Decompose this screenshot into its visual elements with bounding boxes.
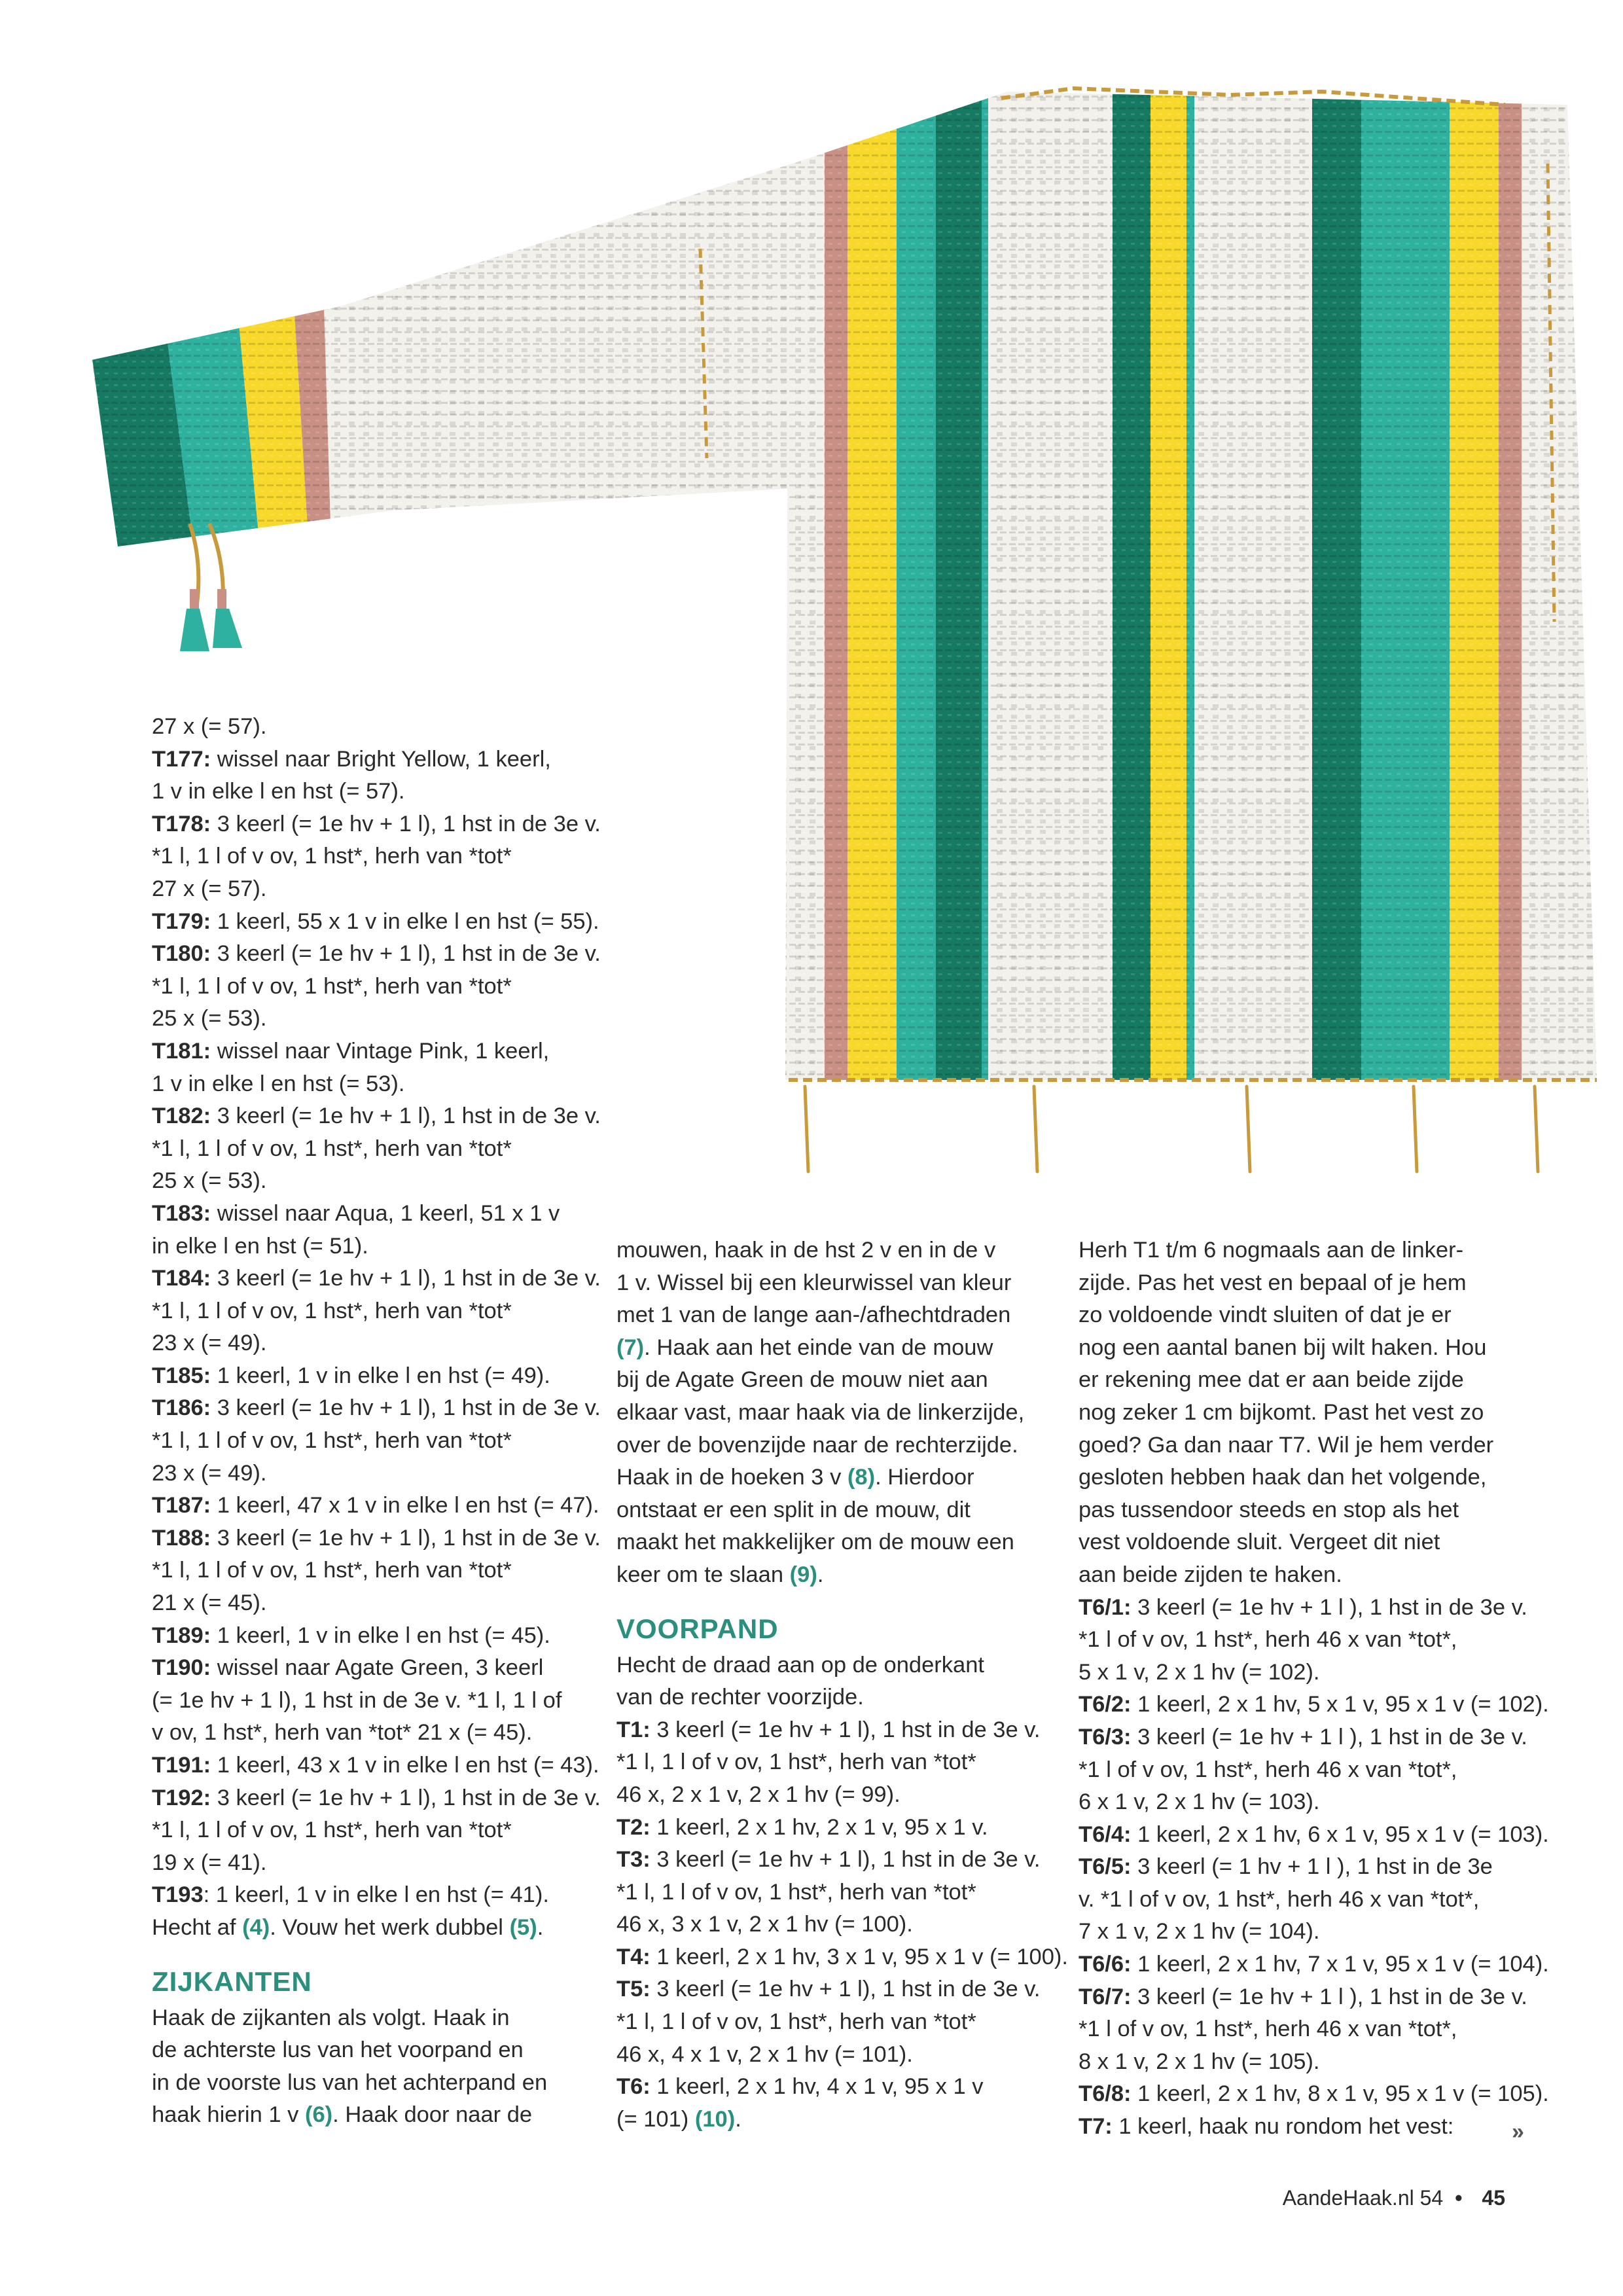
pattern-line xyxy=(1079,1592,1527,1624)
text-run: vest voldoende sluit. Vergeet dit niet xyxy=(1079,1530,1440,1555)
text-run: *1 l of v ov, 1 hst*, herh 46 x van *tot*, xyxy=(1079,2017,1457,2042)
pattern-line xyxy=(152,1717,597,1749)
text-run: 1 keerl, haak nu rondom het vest: xyxy=(1112,2114,1454,2140)
text-run: 1 keerl, 2 x 1 hv, 3 x 1 v, 95 x 1 v (= 100). xyxy=(650,1944,1068,1969)
pattern-line xyxy=(152,1068,597,1101)
pattern-line xyxy=(616,2104,1055,2136)
row-label: T185: xyxy=(152,1363,211,1388)
row-label: T5: xyxy=(616,1977,651,2002)
text-run: 1 keerl, 2 x 1 hv, 4 x 1 v, 95 x 1 v xyxy=(650,2074,984,2100)
pattern-line xyxy=(152,1003,597,1035)
row-label: T191: xyxy=(152,1753,211,1778)
text-run: v. *1 l of v ov, 1 hst*, herh 46 x van *tot*, xyxy=(1079,1886,1480,1912)
text-run: wissel naar Vintage Pink, 1 keerl, xyxy=(211,1038,550,1064)
pattern-line xyxy=(616,1973,1055,2006)
text-run: 8 x 1 v, 2 x 1 hv (= 105). xyxy=(1079,2049,1320,2074)
row-label: T187: xyxy=(152,1493,211,1518)
text-run: : 1 keerl, 1 v in elke l en hst (= 41). xyxy=(203,1882,549,1908)
row-label: T184: xyxy=(152,1266,211,1291)
row-label: T6/7: xyxy=(1079,1984,1132,2009)
pattern-line xyxy=(616,1397,1055,1429)
row-label: T177: xyxy=(152,746,211,772)
pattern-line xyxy=(1079,1721,1527,1754)
text-run: 3 keerl (= 1e hv + 1 l ), 1 hst in de 3e v. xyxy=(1131,1724,1527,1749)
row-label: T6/2: xyxy=(1079,1692,1132,1717)
text-run: *1 l, 1 l of v ov, 1 hst*, herh van *tot* xyxy=(152,1136,512,1161)
row-label: T193 xyxy=(152,1882,204,1908)
pattern-line xyxy=(152,1263,601,1295)
text-run: 3 keerl (= 1e hv + 1 l), 1 hst in de 3e v. xyxy=(650,1977,1041,2002)
pattern-line xyxy=(152,938,601,971)
cardigan-sleeve xyxy=(85,157,812,550)
text-run: *1 l, 1 l of v ov, 1 hst*, herh van *tot* xyxy=(616,2009,976,2035)
photo-reference: (9) xyxy=(789,1562,817,1587)
pattern-line xyxy=(1079,1332,1524,1365)
pattern-line xyxy=(1079,1526,1524,1559)
pattern-line xyxy=(152,1230,597,1263)
text-run: 25 x (= 53). xyxy=(152,1006,267,1031)
row-label: T179: xyxy=(152,908,211,934)
text-run: 5 x 1 v, 2 x 1 hv (= 102). xyxy=(1079,1659,1320,1685)
text-run: 3 keerl (= 1e hv + 1 l), 1 hst in de 3e v. xyxy=(211,1103,601,1129)
text-run: 19 x (= 41). xyxy=(152,1850,267,1875)
text-run: nog een aantal banen bij wilt haken. Hou xyxy=(1079,1335,1487,1360)
pattern-line xyxy=(152,1425,597,1458)
pattern-line xyxy=(152,1458,597,1490)
pattern-line xyxy=(1079,1624,1524,1657)
text-run: 1 v in elke l en hst (= 57). xyxy=(152,779,405,804)
pattern-line xyxy=(1079,1299,1524,1332)
pattern-line xyxy=(1079,1657,1524,1689)
pattern-line xyxy=(616,2006,1055,2039)
row-label: T1: xyxy=(616,1717,651,1742)
text-run: 3 keerl (= 1e hv + 1 l), 1 hst in de 3e v. xyxy=(650,1847,1041,1873)
pattern-line xyxy=(616,1649,1055,1682)
text-run: 1 keerl, 55 x 1 v in elke l en hst (= 55). xyxy=(211,908,599,934)
continue-arrow-icon: » xyxy=(1512,2119,1524,2144)
footer-bullet: • xyxy=(1455,2186,1463,2210)
text-run: *1 l, 1 l of v ov, 1 hst*, herh van *tot* xyxy=(152,1428,512,1454)
pattern-line xyxy=(152,1133,597,1166)
pattern-line xyxy=(152,1360,597,1393)
photo-reference: (10) xyxy=(694,2106,736,2132)
text-run: ontstaat er een split in de mouw, dit xyxy=(616,1497,971,1522)
text-run: goed? Ga dan naar T7. Wil je hem verder xyxy=(1079,1432,1494,1458)
text-run: er rekening mee dat er aan beide zijde xyxy=(1079,1367,1464,1393)
pattern-line xyxy=(1079,1948,1549,1981)
text-run: Hecht de draad aan op de onderkant xyxy=(616,1652,985,1677)
text-run: v ov, 1 hst*, herh van *tot* 21 x (= 45). xyxy=(152,1720,533,1746)
pattern-line xyxy=(1079,2046,1524,2079)
pattern-line xyxy=(616,1876,1055,1909)
text-run: met 1 van de lange aan-/afhechtdraden xyxy=(616,1302,1011,1328)
text-run: . Haak aan het einde van de mouw xyxy=(644,1335,993,1360)
text-column-3 xyxy=(1079,1234,1549,2144)
text-run: 3 keerl (= 1e hv + 1 l), 1 hst in de 3e v. xyxy=(211,811,601,836)
row-label: T6/5: xyxy=(1079,1854,1132,1880)
pattern-line xyxy=(1079,1397,1524,1429)
row-label: T6/6: xyxy=(1079,1952,1132,1977)
pattern-line xyxy=(616,2071,1055,2104)
text-run: *1 l of v ov, 1 hst*, herh 46 x van *tot*, xyxy=(1079,1627,1457,1653)
pattern-line xyxy=(1079,1364,1524,1397)
row-label: T6/8: xyxy=(1079,2081,1132,2107)
text-run: Haak de zijkanten als volgt. Haak in xyxy=(152,2005,510,2030)
text-run: wissel naar Agate Green, 3 keerl xyxy=(211,1655,544,1681)
text-run: 3 keerl (= 1e hv + 1 l ), 1 hst in de 3e v. xyxy=(1131,1984,1527,2009)
text-run: *1 l, 1 l of v ov, 1 hst*, herh van *tot* xyxy=(152,1558,512,1583)
pattern-line xyxy=(616,1332,1055,1365)
pattern-line xyxy=(152,2002,597,2035)
pattern-line xyxy=(1079,1494,1524,1527)
text-run: maakt het makkelijker om de mouw een xyxy=(616,1530,1014,1555)
page-footer xyxy=(1283,2186,1505,2210)
text-run: zo voldoende vindt sluiten of dat je er xyxy=(1079,1302,1452,1328)
text-run: 3 keerl (= 1e hv + 1 l), 1 hst in de 3e v. xyxy=(211,1785,601,1810)
pattern-line xyxy=(152,1100,601,1133)
pattern-line xyxy=(1079,1916,1524,1948)
text-run: van de rechter voorzijde. xyxy=(616,1685,864,1710)
text-run: elkaar vast, maar haak via de linkerzijde, xyxy=(616,1399,1025,1425)
text-run: 1 keerl, 1 v in elke l en hst (= 49). xyxy=(211,1363,550,1388)
text-run: 7 x 1 v, 2 x 1 hv (= 104). xyxy=(1079,1919,1320,1945)
text-run: (= 101) xyxy=(616,2106,695,2132)
text-run: 3 keerl (= 1e hv + 1 l), 1 hst in de 3e v. xyxy=(211,1525,601,1551)
row-label: T6: xyxy=(616,2074,651,2100)
pattern-line xyxy=(1079,1884,1524,1916)
row-label: T7: xyxy=(1079,2114,1113,2140)
pattern-line xyxy=(152,2034,597,2067)
pattern-line xyxy=(616,1812,1055,1844)
pattern-line xyxy=(152,776,597,808)
text-run: . Vouw het werk dubbel xyxy=(270,1914,510,1940)
text-run: 1 keerl, 47 x 1 v in elke l en hst (= 47). xyxy=(211,1493,599,1518)
text-run: 1 keerl, 1 v in elke l en hst (= 45). xyxy=(211,1623,550,1648)
text-run: 3 keerl (= 1e hv + 1 l), 1 hst in de 3e v. xyxy=(211,1395,601,1421)
text-run: *1 l, 1 l of v ov, 1 hst*, herh van *tot* xyxy=(152,1818,512,1843)
pattern-line xyxy=(152,1035,597,1068)
pattern-line xyxy=(1079,1234,1524,1267)
cardigan-body xyxy=(779,85,1603,1086)
pattern-line xyxy=(152,2067,597,2100)
pattern-line xyxy=(616,2039,1055,2072)
pattern-line xyxy=(616,1779,1055,1812)
pattern-line xyxy=(152,873,597,906)
row-label: T6/3: xyxy=(1079,1724,1132,1749)
text-run: keer om te slaan xyxy=(616,1562,790,1587)
text-run: zijde. Pas het vest en bepaal of je hem xyxy=(1079,1270,1467,1295)
pattern-line xyxy=(152,1814,597,1847)
pattern-line xyxy=(616,1714,1055,1747)
pattern-line xyxy=(152,1327,597,1360)
pattern-line xyxy=(152,971,597,1003)
pattern-line xyxy=(1079,1462,1524,1494)
text-run: wissel naar Bright Yellow, 1 keerl, xyxy=(211,746,551,772)
row-label: T4: xyxy=(616,1944,651,1969)
text-column-2 xyxy=(616,1234,1068,2136)
row-label: T188: xyxy=(152,1525,211,1551)
text-run: *1 l, 1 l of v ov, 1 hst*, herh van *tot* xyxy=(616,1879,976,1905)
pattern-line xyxy=(616,1462,1055,1494)
text-run: *1 l, 1 l of v ov, 1 hst*, herh van *tot* xyxy=(152,844,512,869)
row-label: T189: xyxy=(152,1623,211,1648)
pattern-line xyxy=(1079,1851,1524,1884)
text-run: 1 v. Wissel bij een kleurwissel van kleur xyxy=(616,1270,1012,1295)
pattern-line xyxy=(616,1681,1055,1714)
text-run: 27 x (= 57). xyxy=(152,876,267,901)
pattern-line xyxy=(616,1559,1055,1592)
row-label: T180: xyxy=(152,941,211,967)
text-run: pas tussendoor steeds en stop als het xyxy=(1079,1497,1459,1522)
pattern-line xyxy=(152,1295,597,1328)
pattern-line xyxy=(1079,1429,1524,1462)
pattern-line xyxy=(616,1909,1055,1941)
pattern-line xyxy=(152,1198,597,1230)
row-label: T190: xyxy=(152,1655,211,1681)
text-run: 1 keerl, 43 x 1 v in elke l en hst (= 43). xyxy=(211,1753,599,1778)
pattern-line xyxy=(152,1490,597,1522)
section-heading: VOORPAND xyxy=(616,1613,779,1644)
pattern-line xyxy=(616,1844,1055,1876)
pattern-line xyxy=(152,1749,597,1782)
text-run: 1 v in elke l en hst (= 53). xyxy=(152,1071,405,1096)
text-run: *1 l, 1 l of v ov, 1 hst*, herh van *tot* xyxy=(152,973,512,999)
pattern-line xyxy=(152,1554,597,1587)
text-run: gesloten hebben haak dan het volgende, xyxy=(1079,1465,1487,1490)
text-run: 3 keerl (= 1e hv + 1 l), 1 hst in de 3e v. xyxy=(650,1717,1041,1742)
pattern-line xyxy=(616,1234,1055,1267)
sleeve-tassel xyxy=(180,524,242,651)
text-run: over de bovenzijde naar de rechterzijde. xyxy=(616,1432,1018,1458)
text-run: aan beide zijden te haken. xyxy=(1079,1562,1342,1587)
text-run: Herh T1 t/m 6 nogmaals aan de linker- xyxy=(1079,1238,1464,1263)
photo-reference: (4) xyxy=(242,1914,270,1940)
text-run: bij de Agate Green de mouw niet aan xyxy=(616,1367,988,1393)
pattern-line xyxy=(616,1299,1055,1332)
text-run: 1 keerl, 2 x 1 hv, 8 x 1 v, 95 x 1 v (= 105). xyxy=(1131,2081,1549,2107)
pattern-line xyxy=(152,744,597,776)
row-label: T192: xyxy=(152,1785,211,1810)
footer-site: AandeHaak.nl 54 xyxy=(1282,2186,1444,2210)
pattern-line xyxy=(152,1522,601,1555)
photo-reference: (6) xyxy=(304,2102,333,2128)
text-run: 1 keerl, 2 x 1 hv, 5 x 1 v, 95 x 1 v (= 102). xyxy=(1131,1692,1549,1717)
row-label: T178: xyxy=(152,811,211,836)
pattern-line xyxy=(616,1364,1055,1397)
pattern-line xyxy=(152,1620,597,1653)
pattern-line xyxy=(1079,1267,1524,1300)
pattern-line xyxy=(152,1879,597,1912)
pattern-line xyxy=(616,1746,1055,1779)
pattern-line xyxy=(152,1685,597,1717)
text-run: 1 keerl, 2 x 1 hv, 7 x 1 v, 95 x 1 v (= 104). xyxy=(1131,1952,1549,1977)
text-run: 1 keerl, 2 x 1 hv, 6 x 1 v, 95 x 1 v (= 103). xyxy=(1131,1821,1549,1847)
pattern-line xyxy=(152,906,597,939)
text-run: 46 x, 2 x 1 v, 2 x 1 hv (= 99). xyxy=(616,1782,901,1807)
text-run: . xyxy=(735,2106,741,2132)
text-run: 27 x (= 57). xyxy=(152,714,267,739)
text-run: (= 1e hv + 1 l), 1 hst in de 3e v. *1 l, 1 l of xyxy=(152,1687,562,1713)
text-run: . Hierdoor xyxy=(875,1465,974,1490)
row-label: T186: xyxy=(152,1395,211,1421)
text-run: . xyxy=(817,1562,824,1587)
text-run: in de voorste lus van het achterpand en xyxy=(152,2070,548,2095)
pattern-line xyxy=(152,711,597,744)
text-run: *1 l of v ov, 1 hst*, herh 46 x van *tot*, xyxy=(1079,1757,1457,1782)
text-run: Hecht af xyxy=(152,1914,243,1940)
row-label: T183: xyxy=(152,1200,211,1226)
page-number: 45 xyxy=(1482,2186,1505,2210)
photo-reference: (7) xyxy=(616,1335,645,1360)
row-label: T6/1: xyxy=(1079,1594,1132,1620)
pattern-line xyxy=(152,1587,597,1620)
row-label: T3: xyxy=(616,1847,651,1873)
photo-reference: (8) xyxy=(847,1465,876,1490)
text-run: . Haak door naar de xyxy=(332,2102,533,2128)
text-run: 46 x, 3 x 1 v, 2 x 1 hv (= 100). xyxy=(616,1912,913,1937)
text-run: 23 x (= 49). xyxy=(152,1460,267,1486)
text-run: 3 keerl (= 1e hv + 1 l ), 1 hst in de 3e v. xyxy=(1131,1594,1527,1620)
pattern-line xyxy=(1079,1819,1549,1852)
pattern-line xyxy=(1079,2111,1524,2144)
pattern-line xyxy=(1079,1689,1549,1721)
text-run: 25 x (= 53). xyxy=(152,1168,267,1194)
pattern-line xyxy=(1079,2078,1549,2111)
pattern-line xyxy=(616,1429,1055,1462)
text-run: . xyxy=(537,1914,544,1940)
row-label: T6/4: xyxy=(1079,1821,1132,1847)
row-label: T2: xyxy=(616,1814,651,1840)
pattern-line xyxy=(152,1165,597,1198)
pattern-line xyxy=(1079,2013,1524,2046)
pattern-line xyxy=(1079,1981,1527,2014)
row-label: T181: xyxy=(152,1038,211,1064)
pattern-line xyxy=(1079,1754,1524,1787)
text-column-1 xyxy=(152,711,601,2132)
pattern-line xyxy=(152,1847,597,1880)
pattern-line xyxy=(152,1392,601,1425)
pattern-line xyxy=(152,1652,597,1685)
text-run: 3 keerl (= 1e hv + 1 l), 1 hst in de 3e v. xyxy=(211,1266,601,1291)
pattern-line xyxy=(1079,1786,1524,1819)
text-run: *1 l, 1 l of v ov, 1 hst*, herh van *tot* xyxy=(152,1298,512,1323)
pattern-line xyxy=(616,1267,1055,1300)
pattern-line xyxy=(616,1526,1055,1559)
section-heading: ZIJKANTEN xyxy=(152,1965,312,1997)
photo-reference: (5) xyxy=(509,1914,537,1940)
pattern-line xyxy=(616,1941,1068,1974)
pattern-line xyxy=(1079,1559,1524,1592)
pattern-line xyxy=(616,1494,1055,1527)
text-run: wissel naar Aqua, 1 keerl, 51 x 1 v xyxy=(211,1200,560,1226)
text-run: haak hierin 1 v xyxy=(152,2102,305,2128)
text-run: 6 x 1 v, 2 x 1 hv (= 103). xyxy=(1079,1789,1320,1815)
cardigan-fringe xyxy=(795,1086,1577,1175)
text-run: 21 x (= 45). xyxy=(152,1590,267,1616)
text-run: *1 l, 1 l of v ov, 1 hst*, herh van *tot* xyxy=(616,1749,976,1775)
pattern-line xyxy=(152,1912,597,1945)
pattern-line xyxy=(152,2099,597,2132)
pattern-line xyxy=(152,808,601,841)
text-run: Haak in de hoeken 3 v xyxy=(616,1465,847,1490)
text-run: de achterste lus van het voorpand en xyxy=(152,2037,524,2063)
text-run: in elke l en hst (= 51). xyxy=(152,1233,368,1259)
text-run: 23 x (= 49). xyxy=(152,1331,267,1356)
row-label: T182: xyxy=(152,1103,211,1129)
text-run: 46 x, 4 x 1 v, 2 x 1 hv (= 101). xyxy=(616,2041,913,2067)
text-run: mouwen, haak in de hst 2 v en in de v xyxy=(616,1238,996,1263)
text-run: 1 keerl, 2 x 1 hv, 2 x 1 v, 95 x 1 v. xyxy=(650,1814,988,1840)
pattern-line xyxy=(152,1782,601,1815)
text-run: 3 keerl (= 1 hv + 1 l ), 1 hst in de 3e xyxy=(1131,1854,1493,1880)
text-run: nog zeker 1 cm bijkomt. Past het vest zo xyxy=(1079,1399,1484,1425)
pattern-line xyxy=(152,840,597,873)
text-run: 3 keerl (= 1e hv + 1 l), 1 hst in de 3e v. xyxy=(211,941,601,967)
